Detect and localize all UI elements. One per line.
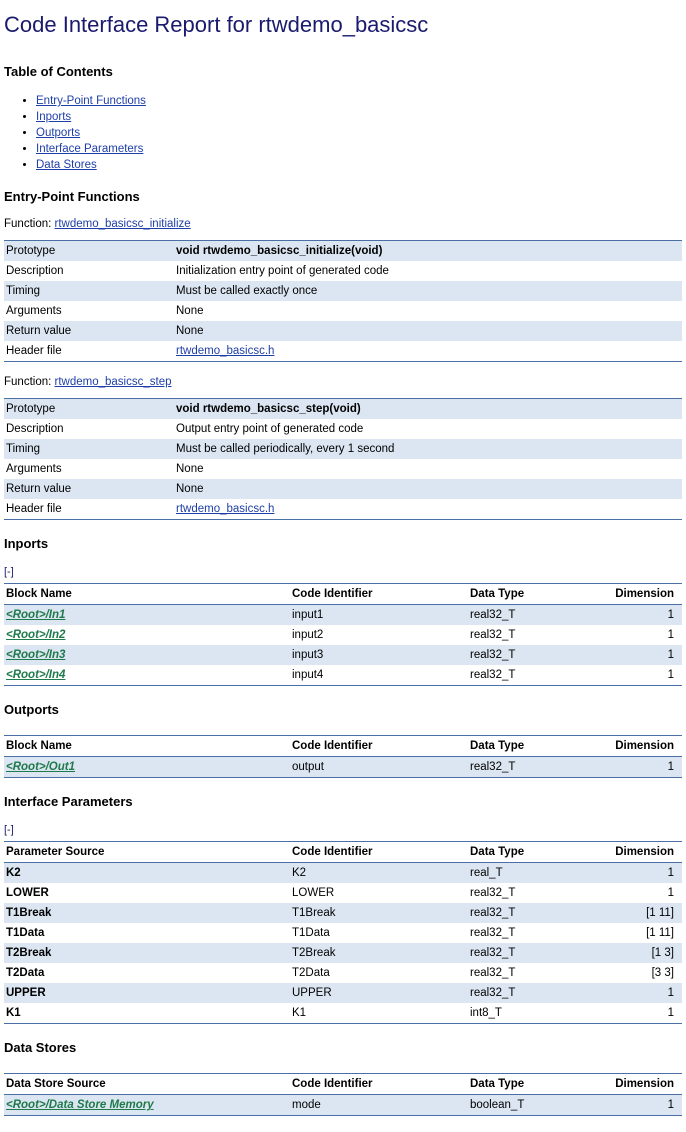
table-cell: T1Data: [292, 927, 330, 939]
info-value: Must be called periodically, every 1 second: [174, 439, 682, 459]
info-key: Timing: [4, 281, 174, 301]
table-row: [4, 903, 682, 923]
toc-link-interface-parameters[interactable]: Interface Parameters: [36, 143, 144, 155]
function-link-step[interactable]: rtwdemo_basicsc_step: [54, 376, 172, 388]
info-key: Description: [6, 423, 64, 435]
table-cell: T2Data: [292, 967, 330, 979]
table-cell: real32_T: [468, 943, 582, 963]
table-cell: K2: [290, 863, 468, 884]
table-row: [4, 757, 682, 778]
table-header-row: [4, 842, 682, 863]
column-header: Code Identifier: [290, 584, 468, 605]
table-cell: 1: [582, 1095, 682, 1116]
info-key: Arguments: [6, 305, 62, 317]
info-key: Prototype: [4, 399, 174, 420]
info-key: Return value: [4, 321, 174, 341]
table-cell: real32_T: [470, 629, 516, 641]
info-value: Must be called exactly once: [174, 281, 682, 301]
info-key: Arguments: [6, 463, 62, 475]
column-header: Parameter Source: [4, 842, 290, 863]
table-cell: [1 3]: [582, 943, 682, 963]
table-header-row: [4, 1074, 682, 1095]
toc-link-inports[interactable]: Inports: [36, 111, 72, 123]
table-row: [4, 605, 682, 626]
info-row: [4, 261, 682, 281]
table-row: [4, 1003, 682, 1024]
info-row: [4, 399, 682, 420]
prototype-value: void rtwdemo_basicsc_initialize(void): [174, 241, 682, 262]
info-row: [4, 499, 682, 520]
table-row: [4, 625, 682, 645]
outports-table: [4, 735, 682, 778]
table-row: [4, 1095, 682, 1116]
table-cell: 1: [667, 669, 674, 681]
parameter-source: LOWER: [6, 887, 49, 899]
function-line: [4, 374, 682, 390]
column-header: Block Name: [4, 736, 290, 757]
table-cell: 1: [667, 887, 674, 899]
prototype-value: void rtwdemo_basicsc_step(void): [174, 399, 682, 420]
info-value: Initialization entry point of generated code: [176, 265, 389, 277]
table-cell: boolean_T: [468, 1095, 582, 1116]
info-key: Prototype: [4, 241, 174, 262]
info-key: Header file: [6, 503, 62, 515]
info-row: [4, 419, 682, 439]
block-link[interactable]: <Root>/In3: [6, 649, 66, 661]
column-header: Code Identifier: [290, 1074, 468, 1095]
table-cell: [1 11]: [646, 927, 674, 939]
block-link[interactable]: <Root>/In4: [6, 669, 66, 681]
table-cell: 1: [667, 1007, 674, 1019]
info-key: Header file: [6, 345, 62, 357]
function-info-table: [4, 398, 682, 520]
table-cell: input1: [290, 605, 468, 626]
parameters-table: [4, 841, 682, 1024]
column-header: Code Identifier: [290, 842, 468, 863]
table-row: [4, 983, 682, 1003]
table-row: [4, 645, 682, 665]
toc-link-entry-point-functions[interactable]: Entry-Point Functions: [36, 95, 146, 107]
parameter-source: T1Data: [6, 927, 45, 939]
info-key: Description: [6, 265, 64, 277]
info-row: [4, 281, 682, 301]
table-cell: 1: [667, 629, 674, 641]
table-cell: mode: [290, 1095, 468, 1116]
table-cell: input4: [292, 669, 324, 681]
table-header-row: [4, 736, 682, 757]
info-row: [4, 301, 682, 321]
table-row: [4, 943, 682, 963]
column-header: Dimension: [582, 584, 682, 605]
column-header: Dimension: [582, 736, 682, 757]
section-heading-interface-parameters: Interface Parameters: [4, 794, 133, 809]
info-value: None: [176, 305, 204, 317]
function-label: Function:: [4, 376, 52, 388]
info-row: [4, 321, 682, 341]
toc-link-data-stores[interactable]: Data Stores: [36, 159, 97, 171]
column-header: Data Store Source: [4, 1074, 290, 1095]
toc-link-outports[interactable]: Outports: [36, 127, 81, 139]
table-row: [4, 883, 682, 903]
table-cell: real32_T: [468, 903, 582, 923]
collapse-toggle-inports[interactable]: [-]: [4, 566, 14, 578]
info-value: None: [174, 321, 682, 341]
block-link[interactable]: <Root>/Out1: [6, 761, 76, 773]
section-heading-outports: Outports: [4, 702, 59, 717]
table-cell: input3: [290, 645, 468, 665]
parameter-source: K2: [4, 863, 290, 884]
info-row: [4, 241, 682, 262]
table-cell: 1: [582, 757, 682, 778]
column-header: Data Type: [468, 736, 582, 757]
toc-item: [36, 157, 682, 173]
function-link-initialize[interactable]: rtwdemo_basicsc_initialize: [54, 218, 191, 230]
table-cell: [3 3]: [651, 967, 674, 979]
table-cell: real32_T: [468, 757, 582, 778]
block-link[interactable]: <Root>/In1: [6, 609, 66, 621]
table-cell: real32_T: [470, 927, 516, 939]
table-cell: LOWER: [292, 887, 335, 899]
table-cell: T2Break: [290, 943, 468, 963]
table-cell: T1Break: [290, 903, 468, 923]
table-cell: int8_T: [470, 1007, 502, 1019]
header-file-link[interactable]: rtwdemo_basicsc.h: [176, 345, 275, 357]
table-cell: real32_T: [470, 887, 516, 899]
table-row: [4, 963, 682, 983]
toc-list: [4, 93, 682, 173]
parameter-source: K1: [6, 1007, 21, 1019]
column-header: Data Type: [468, 1074, 582, 1095]
section-heading-entry-point-functions: Entry-Point Functions: [4, 189, 140, 204]
info-key: Return value: [4, 479, 174, 499]
parameter-source: T2Break: [4, 943, 290, 963]
info-value: None: [174, 479, 682, 499]
function-label: Function:: [4, 218, 52, 230]
info-value: Output entry point of generated code: [176, 423, 364, 435]
table-cell: 1: [582, 645, 682, 665]
table-cell: real_T: [468, 863, 582, 884]
section-heading-data-stores: Data Stores: [4, 1040, 77, 1055]
function-line: [4, 216, 682, 232]
block-link[interactable]: <Root>/Data Store Memory: [6, 1099, 154, 1111]
page-title: Code Interface Report for rtwdemo_basicsc: [4, 12, 429, 37]
table-cell: output: [290, 757, 468, 778]
info-key: Timing: [4, 439, 174, 459]
header-file-link[interactable]: rtwdemo_basicsc.h: [176, 503, 275, 515]
info-row: [4, 479, 682, 499]
table-row: [4, 923, 682, 943]
table-cell: UPPER: [290, 983, 468, 1003]
table-cell: input2: [292, 629, 324, 641]
table-cell: real32_T: [470, 669, 516, 681]
parameter-source: T2Data: [6, 967, 45, 979]
info-row: [4, 459, 682, 479]
table-row: [4, 665, 682, 686]
toc-item: [36, 141, 682, 157]
column-header: Data Type: [468, 584, 582, 605]
info-row: [4, 341, 682, 362]
table-header-row: [4, 584, 682, 605]
table-cell: real32_T: [470, 967, 516, 979]
parameter-source: UPPER: [4, 983, 290, 1003]
toc-heading: Table of Contents: [4, 64, 113, 79]
table-cell: real32_T: [468, 983, 582, 1003]
info-value: None: [176, 463, 204, 475]
inports-table: [4, 583, 682, 686]
toc-item: [36, 125, 682, 141]
table-cell: real32_T: [468, 605, 582, 626]
column-header: Dimension: [582, 842, 682, 863]
function-info-table: [4, 240, 682, 362]
info-row: [4, 439, 682, 459]
parameter-source: T1Break: [4, 903, 290, 923]
table-cell: 1: [582, 605, 682, 626]
table-cell: 1: [582, 983, 682, 1003]
collapse-toggle-parameters[interactable]: [-]: [4, 824, 14, 836]
column-header: Code Identifier: [290, 736, 468, 757]
block-link[interactable]: <Root>/In2: [6, 629, 66, 641]
data-stores-table: [4, 1073, 682, 1116]
table-row: [4, 863, 682, 884]
column-header: Block Name: [4, 584, 290, 605]
table-cell: real32_T: [468, 645, 582, 665]
toc-item: [36, 109, 682, 125]
table-cell: 1: [582, 863, 682, 884]
table-cell: [1 11]: [582, 903, 682, 923]
toc-item: [36, 93, 682, 109]
section-heading-inports: Inports: [4, 536, 49, 551]
table-cell: K1: [292, 1007, 307, 1019]
column-header: Dimension: [582, 1074, 682, 1095]
column-header: Data Type: [468, 842, 582, 863]
